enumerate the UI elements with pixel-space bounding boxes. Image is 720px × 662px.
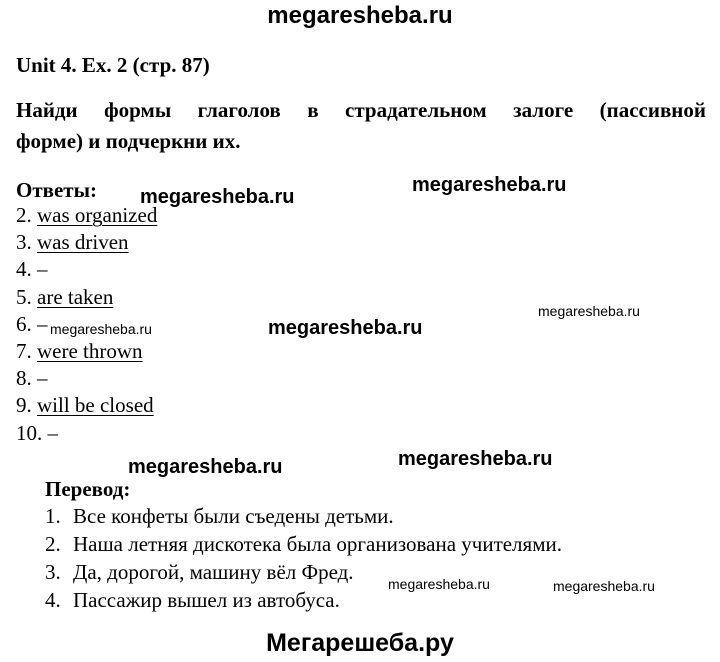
answer-text: were thrown: [37, 338, 143, 363]
answer-item: [16, 202, 157, 229]
translation-text: Все конфеты были съедены детьми.: [73, 504, 394, 528]
watermark: megaresheba.ru: [268, 317, 423, 339]
site-footer: Мегарешеба.ру: [266, 629, 454, 657]
answer-text: –: [47, 420, 58, 445]
translation-item: [45, 503, 562, 531]
answer-number: 5.: [16, 284, 32, 309]
translation-item: [45, 531, 562, 559]
translation-heading: Перевод:: [45, 477, 131, 501]
answer-number: 9.: [16, 393, 32, 418]
watermark: megaresheba.ru: [128, 456, 283, 478]
exercise-title: Unit 4. Ex. 2 (стр. 87): [16, 53, 210, 77]
watermark: megaresheba.ru: [538, 303, 640, 319]
watermark: megaresheba.ru: [388, 576, 490, 592]
watermark: megaresheba.ru: [50, 321, 152, 337]
task-line: Найди формы глаголов в страдательном залоге (пассивной: [16, 98, 706, 122]
answer-item: [16, 365, 157, 392]
translation-text: Да, дорогой, машину вёл Фред.: [73, 560, 354, 584]
translation-number: 2.: [45, 532, 61, 556]
watermark: megaresheba.ru: [412, 174, 567, 196]
answer-number: 6.: [16, 311, 32, 336]
answer-text: was organized: [37, 203, 158, 227]
answer-item: [16, 338, 157, 365]
site-header: megaresheba.ru: [267, 2, 453, 29]
watermark: megaresheba.ru: [553, 578, 655, 594]
answer-item: [16, 256, 157, 283]
answer-text: are taken: [37, 284, 114, 309]
translation-number: 1.: [45, 504, 61, 528]
answer-item: [16, 420, 157, 447]
answer-item: [16, 229, 157, 256]
answer-text: will be closed: [37, 393, 154, 418]
answer-number: 3.: [16, 230, 32, 255]
translation-text: Пассажир вышел из автобуса.: [73, 588, 340, 612]
answer-item: [16, 392, 157, 419]
task-line: форме) и подчеркни их.: [16, 129, 241, 153]
task-text: [16, 95, 706, 157]
answer-number: 2.: [16, 203, 32, 227]
answer-number: 7.: [16, 338, 32, 363]
answers-heading: Ответы:: [16, 178, 98, 202]
watermark: megaresheba.ru: [140, 186, 295, 208]
answer-item: [16, 284, 157, 311]
answer-number: 4.: [16, 257, 32, 282]
translation-number: 3.: [45, 560, 61, 584]
answer-number: 10.: [16, 420, 43, 445]
translation-number: 4.: [45, 588, 61, 612]
answer-text: –: [37, 257, 48, 282]
answer-text: –: [37, 311, 48, 336]
answer-text: –: [37, 366, 48, 391]
translation-text: Наша летняя дискотека была организована учителями.: [73, 532, 562, 556]
watermark: megaresheba.ru: [398, 448, 553, 470]
answer-number: 8.: [16, 366, 32, 391]
translation-list: [45, 503, 562, 615]
answer-text: was driven: [37, 230, 129, 255]
